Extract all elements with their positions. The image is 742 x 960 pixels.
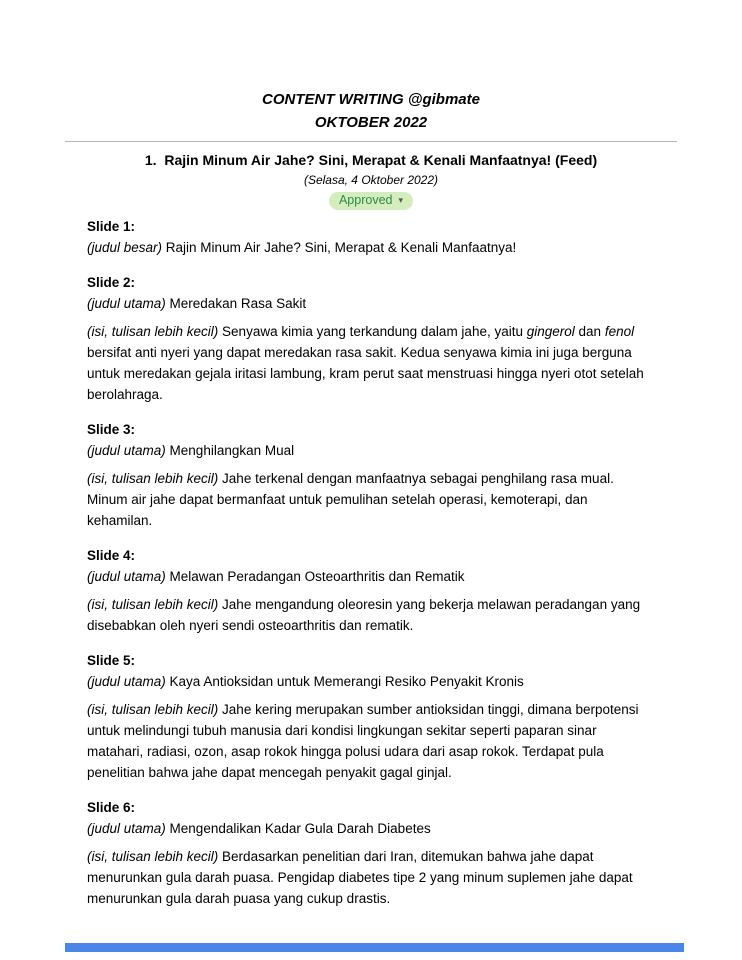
slide-body-text: (isi, tulisan lebih kecil) Senyawa kimia yang terkandung dalam jahe, yaitu gingerol dan fenol bersifat anti nyeri yang dapat meredakan rasa sakit. Kedua senyawa kimia ini juga berguna untuk meredakan gejala iritasi lambung, kram perut saat menstruasi hingga nyeri otot setelah berolahraga. — [87, 324, 644, 402]
status-chip-row — [87, 191, 655, 210]
status-chip-label: Approved — [338, 193, 393, 207]
horizontal-divider — [65, 141, 677, 142]
slide-body-text: (isi, tulisan lebih kecil) Jahe mengandung oleoresin yang bekerja melawan peradangan yang disebabkan oleh nyeri sendi osteoarthritis dan rematik. — [87, 597, 641, 633]
document-subtitle: OKTOBER 2022 — [314, 114, 428, 131]
slide-label: Slide 2: — [87, 275, 136, 290]
slide-title-line: (judul utama) Mengendalikan Kadar Gula Darah Diabetes — [87, 821, 431, 836]
slide-label: Slide 3: — [87, 422, 136, 437]
slide-label: Slide 1: — [87, 219, 136, 234]
slide-title-line: (judul utama) Meredakan Rasa Sakit — [87, 296, 307, 311]
slide-section-6 — [87, 797, 655, 909]
slide-section-3 — [87, 419, 655, 531]
slide-title-line: (judul utama) Melawan Peradangan Osteoarthritis dan Rematik — [87, 569, 465, 584]
blue-highlight-bar — [65, 943, 684, 952]
slide-label: Slide 5: — [87, 653, 136, 668]
slide-label: Slide 4: — [87, 548, 136, 563]
status-dropdown-chip[interactable] — [329, 192, 413, 210]
slide-body-text: (isi, tulisan lebih kecil) Jahe kering merupakan sumber antioksidan tinggi, dimana berpotensi untuk melindungi tubuh manusia dari kondisi lingkungan sekitar seperti paparan sinar matahari, radiasi, ozon, asap rokok hingga polusi udara dari asap rokok. Terdapat pula penelitian bahwa jahe dapat mencegah penyakit gagal ginjal. — [87, 702, 639, 780]
chevron-down-icon: ▾ — [398, 195, 404, 205]
slide-section-5 — [87, 650, 655, 783]
slide-section-1 — [87, 216, 655, 258]
slide-body-text: (isi, tulisan lebih kecil) Jahe terkenal dengan manfaatnya sebagai penghilang rasa mual. Minum air jahe dapat bermanfaat untuk pemulihan setelah operasi, kemoterapi, dan kehamilan. — [87, 471, 614, 528]
post-heading: 1. Rajin Minum Air Jahe? Sini, Merapat & Kenali Manfaatnya! (Feed) — [144, 152, 598, 168]
slide-title-line: (judul utama) Kaya Antioksidan untuk Memerangi Resiko Penyakit Kronis — [87, 674, 524, 689]
slide-title-line: (judul utama) Menghilangkan Mual — [87, 443, 295, 458]
post-date: (Selasa, 4 Oktober 2022) — [303, 173, 439, 187]
slide-section-4 — [87, 545, 655, 636]
slide-label: Slide 6: — [87, 800, 136, 815]
document-title: CONTENT WRITING @gibmate — [262, 91, 480, 108]
slide-body-text: (isi, tulisan lebih kecil) Berdasarkan penelitian dari Iran, ditemukan bahwa jahe dapat menurunkan gula darah puasa. Pengidap diabetes tipe 2 yang minum suplemen jahe dapat menurunkan gula darah puasa yang cukup drastis. — [87, 849, 633, 906]
slide-title-line: (judul besar) Rajin Minum Air Jahe? Sini, Merapat & Kenali Manfaatnya! — [87, 240, 517, 255]
slide-section-2 — [87, 272, 655, 405]
